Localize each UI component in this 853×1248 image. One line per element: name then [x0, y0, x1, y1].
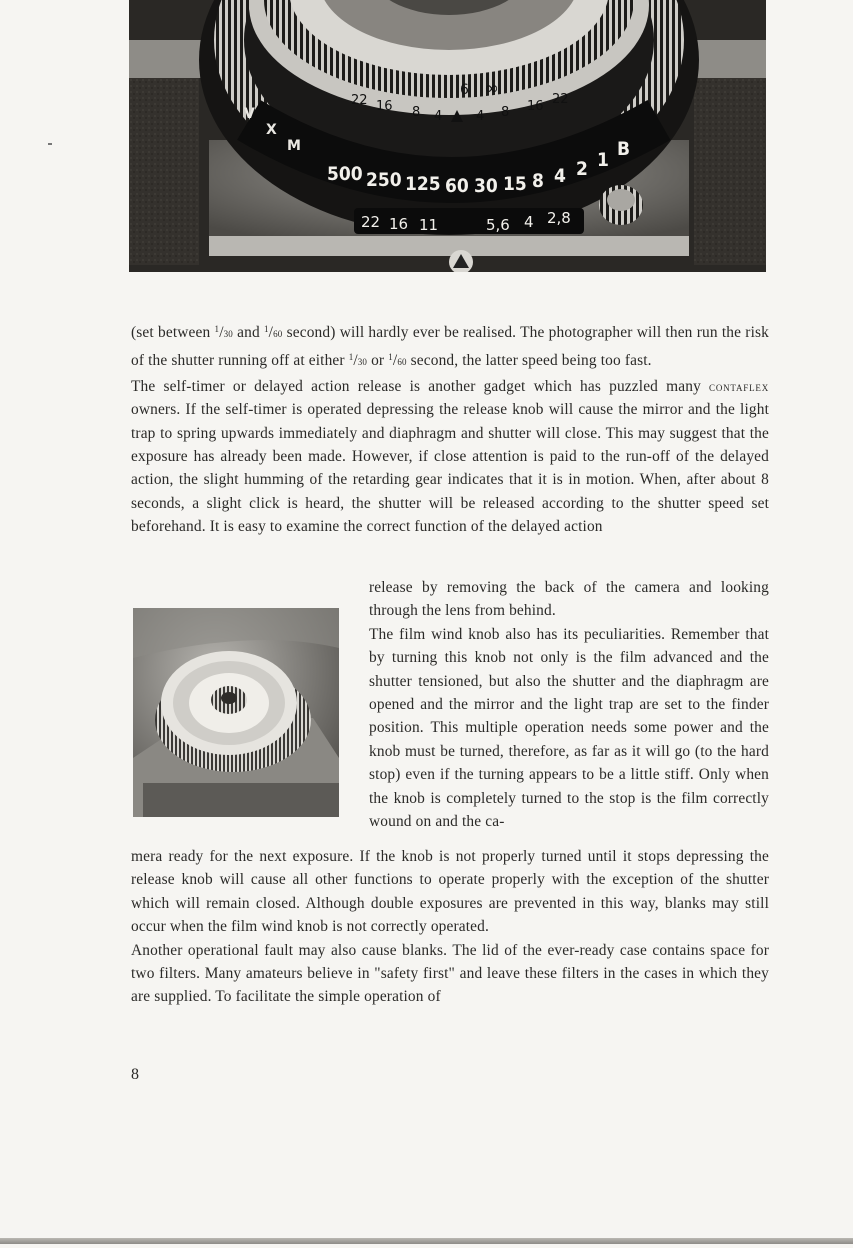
depth-scale-4r: 4 [476, 109, 485, 124]
aperture-2-8: 2,8 [547, 209, 571, 227]
depth-scale-22l: 22 [351, 93, 368, 108]
paragraph-filters: Another operational fault may also cause blanks. The lid of the ever-ready case contains space for two filters. Many amateurs believe in "safety first" and leave these filters in the cases in which they are supplied. To facilitate the simple operation of [131, 941, 769, 1006]
focus-mark-infinity: ∞ [484, 78, 499, 99]
speed-b: B [617, 138, 631, 160]
fraction-1-30: $^1$/30 [348, 352, 368, 370]
film-wind-knob-photo [133, 608, 339, 817]
flash-mark-x: X [266, 122, 277, 138]
depth-scale-4l: 4 [434, 109, 443, 124]
speed-60: 60 [445, 175, 469, 197]
flash-mark-m: M [287, 138, 301, 154]
depth-scale-16l: 16 [376, 99, 393, 114]
paragraph-release-check: release by removing the back of the camera and looking through the lens from behind. [369, 579, 769, 620]
aperture-16: 16 [389, 215, 409, 233]
paragraph-self-timer: The self-timer or delayed action release is another gadget which has puzzled many contaflex owners. If the self-timer is operated depressing the release knob will cause the mirror and the light trap to spring upwards immediately and diaphragm and shutter will close. This may suggest that the exposure has already been made. However, if close attention is paid to the run-off of the delayed action, the slight humming of the retarding gear indicates that it is in motion. When, after about 8 seconds, a slight click is heard, the shutter will be released according to the shutter speed set beforehand. It is easy to examine the correct function of the delayed action [131, 377, 769, 536]
paragraph-film-wind-knob: The film wind knob also has its peculiarities. Remember that by turning this knob not only is the film advanced and the shutter tensioned, but also the shutter and the diaphragm are opened and the mirror and the light trap are set to the finder position. This multiple operation needs some power and the knob must be turned, therefore, as far as it will go (to the hard stop) even if the turning appears to be a little stiff. Only when the knob is completely turned to the stop is the film correctly wound on and the ca- [369, 625, 769, 831]
fraction-1-30: $^1$/30 [214, 324, 233, 341]
brand-name: contaflex [709, 378, 769, 394]
fraction-1-60: $^1$/60 [264, 324, 283, 341]
speed-15: 15 [503, 173, 527, 195]
flash-mark-v: V [244, 106, 255, 122]
body-text-wrap [369, 576, 769, 833]
speed-8: 8 [532, 170, 544, 192]
depth-scale-8l: 8 [412, 105, 421, 120]
speed-250: 250 [366, 169, 402, 191]
speed-30: 30 [474, 175, 498, 197]
aperture-5-6: 5,6 [486, 216, 510, 234]
scan-speck [48, 143, 52, 145]
aperture-4: 4 [524, 213, 534, 231]
speed-4: 4 [554, 165, 566, 187]
aperture-11: 11 [419, 216, 439, 234]
speed-500: 500 [327, 163, 363, 185]
focus-mark-6: 6 [460, 82, 469, 98]
fraction-1-60: $^1$/60 [388, 352, 407, 370]
speed-1: 1 [597, 149, 609, 171]
aperture-22: 22 [361, 213, 381, 231]
depth-scale-16r: 16 [527, 99, 544, 114]
page-bottom-edge [0, 1238, 853, 1244]
page-number: 8 [131, 1066, 139, 1083]
depth-scale-8r: 8 [501, 105, 510, 120]
camera-lens-photo [129, 0, 766, 272]
speed-125: 125 [405, 173, 441, 195]
paragraph-shutter-speed: (set between $^1$/30 and $^1$/60 second) will hardly ever be realised. The photographer will then run the risk of the shutter running off at either $^1$/30 or $^1$/60 second, the latter speed being too fast. [131, 324, 769, 370]
body-text-bottom [131, 845, 769, 1009]
speed-2: 2 [576, 158, 588, 180]
body-text-top [131, 318, 769, 539]
depth-scale-22r: 22 [552, 92, 569, 107]
paragraph-film-wind-continued: mera ready for the next exposure. If the knob is not properly turned until it stops depressing the release knob will cause all other functions to operate properly with the exception of the shutter which will remain closed. Although double exposures are prevented in this way, blanks may still occur when the film wind knob is not correctly operated. [131, 848, 769, 936]
